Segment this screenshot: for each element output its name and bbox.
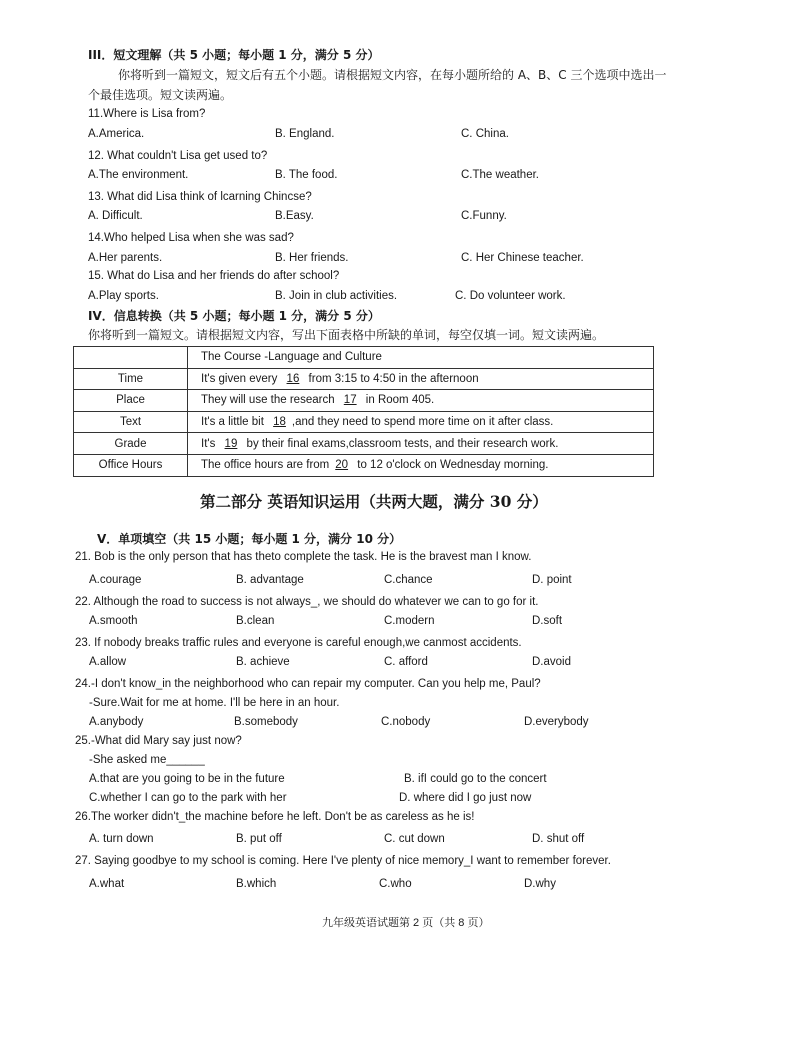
table-row	[74, 368, 654, 390]
question-stem: 23. If nobody breaks traffic rules and everyone is careful enough,we canmost accidents.	[75, 637, 522, 649]
option-d: D.everybody	[524, 716, 589, 728]
option-d: D.soft	[532, 615, 563, 627]
page-footer: 九年级英语试题第 2 页（共 8 页）	[322, 917, 490, 929]
text-before-blank: They will use the research	[201, 394, 335, 407]
row-value	[188, 454, 654, 476]
question-stem: 24.-I don't know_in the neighborhood who can repair my computer. Can you help me, Paul?	[75, 678, 541, 690]
question-stem: 21. Bob is the only person that has theto complete the task. He is the bravest man I know.	[75, 551, 532, 563]
option-b: B. Her friends.	[275, 252, 349, 264]
info-table	[73, 346, 654, 477]
text-after-blank: from 3:15 to 4:50 in the afternoon	[308, 372, 479, 385]
question-stem: 22. Although the road to success is not always_, we should do whatever we can to go for it.	[75, 596, 539, 608]
option-c: C. Do volunteer work.	[455, 290, 566, 302]
row-label: Place	[74, 390, 188, 412]
option-b: B.Easy.	[275, 210, 314, 222]
text-after-blank: ,and they need to spend more time on it after class.	[291, 416, 554, 429]
question-stem: 27. Saying goodbye to my school is coming. Here I've plenty of nice memory_I want to remember forever.	[75, 855, 611, 867]
text-before-blank: The office hours are from	[201, 459, 330, 472]
option-b: B.which	[236, 878, 277, 890]
option-a: A. Difficult.	[88, 210, 143, 222]
option-a: A.anybody	[89, 716, 144, 728]
question-stem: 15. What do Lisa and her friends do after school?	[88, 270, 340, 282]
text-after-blank: by their final exams,classroom tests, and their research work.	[246, 437, 559, 450]
answer-blank[interactable]: 18	[273, 416, 286, 429]
option-c: C.Funny.	[461, 210, 507, 222]
text-before-blank: It's a little bit	[201, 416, 264, 429]
question-stem: 25.-What did Mary say just now?	[75, 735, 242, 747]
option-c: C. China.	[461, 128, 509, 140]
option-c: C.nobody	[381, 716, 431, 728]
option-b: B.clean	[236, 615, 275, 627]
option-a: A. turn down	[89, 833, 154, 845]
option-c: C. afford	[384, 656, 428, 668]
row-label: Time	[74, 368, 188, 390]
row-label: Text	[74, 411, 188, 433]
question-stem: 12. What couldn't Lisa get used to?	[88, 150, 268, 162]
option-b: B.somebody	[234, 716, 298, 728]
text-before-blank: It's	[201, 437, 216, 450]
option-c: C.chance	[384, 574, 433, 586]
row-label: Office Hours	[74, 454, 188, 476]
section3-title: III．短文理解（共 5 小题；每小题 1 分，满分 5 分）	[88, 48, 380, 62]
text-after-blank: to 12 o'clock on Wednesday morning.	[357, 459, 549, 472]
answer-blank[interactable]: 17	[343, 394, 357, 407]
option-d: D. shut off	[532, 833, 585, 845]
answer-blank[interactable]: 16	[286, 372, 300, 385]
option-a: A.Play sports.	[88, 290, 159, 302]
table-row	[74, 411, 654, 433]
table-row	[74, 454, 654, 476]
option-b: B. Join in club activities.	[275, 290, 398, 302]
option-a: A.smooth	[89, 615, 138, 627]
option-c: C. Her Chinese teacher.	[461, 252, 584, 264]
table-cell	[74, 347, 188, 369]
text-before-blank: It's given every	[201, 372, 278, 385]
row-value	[188, 433, 654, 455]
row-label: Grade	[74, 433, 188, 455]
option-b: B. put off	[236, 833, 282, 845]
question-stem: 26.The worker didn't_the machine before he left. Don't be as careless as he is!	[75, 811, 475, 823]
option-a: A.what	[89, 878, 125, 890]
row-value	[188, 368, 654, 390]
option-c: C.modern	[384, 615, 435, 627]
option-a: A.that are you going to be in the future	[89, 773, 285, 785]
option-d: D. where did I go just now	[399, 792, 532, 804]
table-header: The Course -Language and Culture	[188, 347, 654, 369]
section4-intro: 你将听到一篇短文。请根据短文内容，写出下面表格中所缺的单词，每空仅填一词。短文读两遍。	[88, 328, 605, 342]
table-row	[74, 390, 654, 412]
row-value	[188, 390, 654, 412]
option-a: A.allow	[89, 656, 127, 668]
option-b: B. ifI could go to the concert	[404, 773, 547, 785]
answer-blank[interactable]: 20	[335, 459, 349, 472]
part2-title: 第二部分 英语知识运用（共两大题，满分 30 分）	[200, 492, 548, 511]
row-value	[188, 411, 654, 433]
question-dialogue: -She asked me______	[89, 754, 205, 766]
text-after-blank: in Room 405.	[365, 394, 435, 407]
option-d: D.why	[524, 878, 556, 890]
question-dialogue: -Sure.Wait for me at home. I'll be here in an hour.	[89, 697, 340, 709]
option-b: B. achieve	[236, 656, 290, 668]
question-stem: 13. What did Lisa think of lcarning Chincse?	[88, 191, 312, 203]
question-stem: 14.Who helped Lisa when she was sad?	[88, 232, 294, 244]
option-b: B. England.	[275, 128, 335, 140]
answer-blank[interactable]: 19	[224, 437, 238, 450]
option-a: A.courage	[89, 574, 142, 586]
option-c: C.The weather.	[461, 169, 539, 181]
table-row	[74, 433, 654, 455]
section4-title: IV．信息转换（共 5 小题；每小题 1 分，满分 5 分）	[88, 309, 380, 323]
option-a: A.America.	[88, 128, 145, 140]
option-b: B. advantage	[236, 574, 304, 586]
option-b: B. The food.	[275, 169, 338, 181]
option-c: C.whether I can go to the park with her	[89, 792, 287, 804]
option-d: D. point	[532, 574, 572, 586]
section3-intro-line1: 你将听到一篇短文，短文后有五个小题。请根据短文内容，在每小题所给的 A、B、C 三个选项中选出一	[118, 68, 667, 82]
question-stem: 11.Where is Lisa from?	[88, 108, 206, 120]
option-c: C. cut down	[384, 833, 445, 845]
option-a: A.Her parents.	[88, 252, 163, 264]
section5-title: V．单项填空（共 15 小题；每小题 1 分，满分 10 分）	[97, 532, 402, 546]
table-row	[74, 347, 654, 369]
option-c: C.who	[379, 878, 412, 890]
section3-intro-line2: 个最佳选项。短文读两遍。	[88, 88, 233, 102]
option-a: A.The environment.	[88, 169, 189, 181]
option-d: D.avoid	[532, 656, 571, 668]
